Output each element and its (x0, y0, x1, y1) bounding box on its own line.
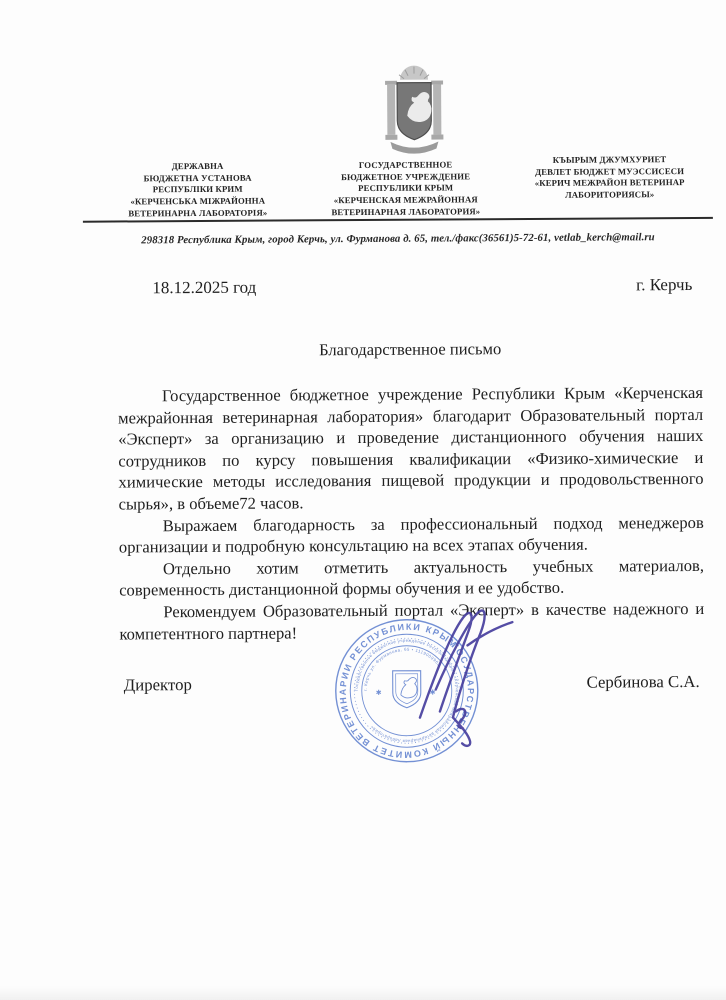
signoff-position: Директор (123, 675, 192, 695)
body-paragraph: Отдельно хотим отметить актуальность учебных материалов, современность дистанционной формы обучения и ее удобство. (119, 555, 705, 600)
letterhead-line: «КЕРИЧ МЕЖРАЙОН ВЕТЕРИНАР (534, 177, 685, 189)
dateline (152, 275, 692, 298)
letterhead-line: БЮДЖЕТНА УСТАНОВА (143, 172, 252, 184)
letterhead-line: «КЕРЧЕНСКАЯ МЕЖРАЙОННАЯ (333, 194, 478, 206)
letter-city: г. Керчь (636, 274, 693, 295)
coat-of-arms-crimea-icon (380, 63, 449, 155)
letterhead-line: «КЕРЧЕНСЬКА МІЖРАЙОННА (130, 195, 266, 207)
letterhead-line: ЛАБОРИТОРИЯСЫ» (565, 189, 655, 200)
director-signature-ink (411, 605, 520, 750)
stamp-ring-text: ГОСУДАРСТВЕННЫЙ КОМИТЕТ ВЕТЕРИНАРИИ РЕСПУБЛИКИ КРЫМ (337, 621, 476, 760)
stamp-star-right: ✱ (429, 688, 436, 697)
stamp-star-left: ✱ (375, 688, 382, 697)
letter-title: Благодарственное письмо (318, 339, 502, 360)
letterhead-line: РЕСПУБЛИКИ КРЫМ (358, 182, 454, 194)
letterhead-line: ДЕРЖАВНА (171, 160, 224, 172)
letterhead-line: ГОСУДАРСТВЕННОЕ (358, 159, 453, 171)
letter-date: 18.12.2025 год (152, 277, 257, 298)
address-line: 298318 Республика Крым, город Керчь, ул. Фурманова д. 65, тел./факс(36561)5-72-61, vetlab_kerch@mail.ru (141, 231, 655, 247)
stamp-inner-text-2: г. Керчь ул. Фурманова, 65 • 1119009963 (362, 646, 442, 692)
stamp-inner-text: Государственное бюджетное учреждение Республики Крым «Керченская межрайонная ветеринарная лаборатория» (353, 637, 460, 744)
letterhead-line: ДЕВЛЕТ БЮДЖЕТ МУЭССИСЕСИ (535, 165, 685, 177)
body-paragraph: Рекомендуем Образовательный портал «Эксперт» в качестве надежного и компетентного партнера! (119, 598, 705, 644)
letterhead-line: БЮДЖЕТНОЕ УЧРЕЖДЕНИЕ (341, 171, 471, 182)
letterhead-line: РЕСПУБЛІКИ КРИМ (152, 184, 243, 195)
letterhead-column-ukrainian (92, 160, 304, 220)
letterhead-column-crimean-tatar (505, 154, 715, 202)
letterhead-line: ВЕТЕРИНАРНА ЛАБОРАТОРІЯ» (128, 207, 268, 219)
letterhead-line: КЪЫРЫМ ДЖУМХУРИЕТ (552, 154, 667, 165)
letterhead-line: ВЕТЕРИНАРНАЯ ЛАБОРАТОРИЯ» (331, 206, 481, 218)
body-paragraph: Выражаем благодарность за профессиональный подход менеджеров организации и подробную консультацию на всех этапах обучения. (118, 512, 704, 557)
signoff-name: Сербинова С.А. (586, 671, 700, 692)
body-paragraph: Государственное бюджетное учреждение Республики Крым «Керченская межрайонная ветеринарная лаборатория» благодарит Образовательный портал «Эксперт» за организацию и проведение дистанционного обучения наших сотрудников по курсу повышения квалификации «Физико-химические и химические методы исследования пищевой продукции и продовольственного сырья», в объеме72 часов. (118, 382, 704, 514)
letterhead-column-russian (299, 159, 513, 219)
